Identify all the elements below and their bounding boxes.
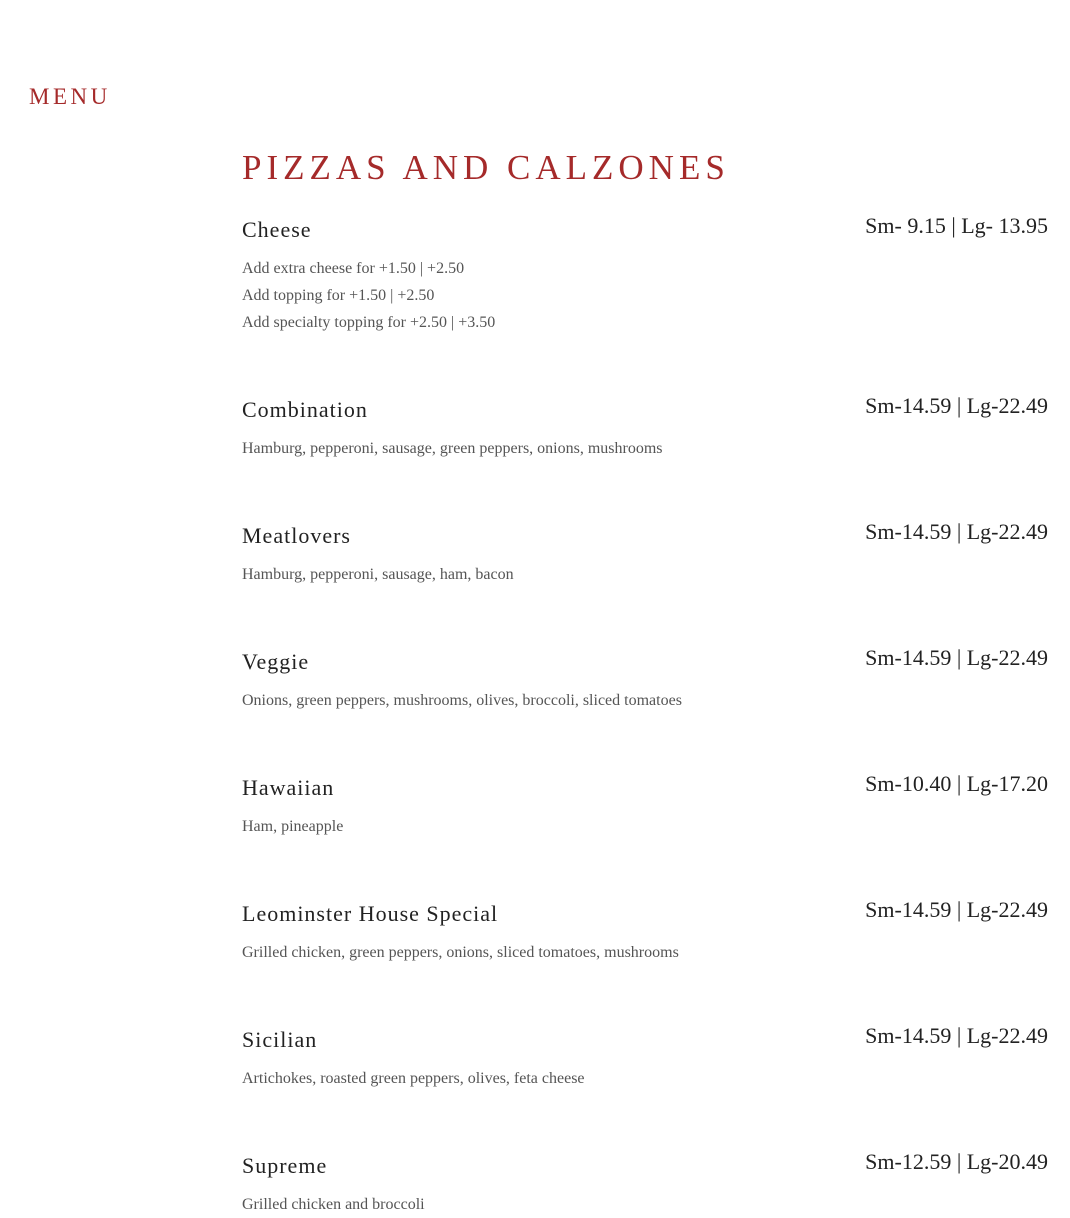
menu-item-description bbox=[242, 939, 1048, 966]
menu-item-description bbox=[242, 1191, 1048, 1218]
description-line: Add specialty topping for +2.50 | +3.50 bbox=[242, 314, 496, 331]
menu-nav-label[interactable]: MENU bbox=[29, 84, 111, 109]
menu-item-leominster-house-special bbox=[242, 899, 1048, 966]
menu-item-header bbox=[242, 1151, 1048, 1181]
menu-item-description bbox=[242, 561, 1048, 588]
section-title: PIZZAS AND CALZONES bbox=[242, 148, 730, 187]
menu-item-header bbox=[242, 521, 1048, 551]
menu-item-header bbox=[242, 395, 1048, 425]
menu-item-header bbox=[242, 215, 1048, 245]
menu-item-sicilian bbox=[242, 1025, 1048, 1092]
menu-item-price: Sm- 9.15 | Lg- 13.95 bbox=[865, 213, 1048, 238]
menu-item-description bbox=[242, 435, 1048, 462]
menu-item-name: Combination bbox=[242, 397, 368, 422]
menu-item-cheese bbox=[242, 215, 1048, 336]
menu-item-header bbox=[242, 1025, 1048, 1055]
menu-item-veggie bbox=[242, 647, 1048, 714]
menu-item-name: Meatlovers bbox=[242, 523, 351, 548]
menu-item-name: Sicilian bbox=[242, 1027, 318, 1052]
menu-item-meatlovers bbox=[242, 521, 1048, 588]
description-line: Grilled chicken and broccoli bbox=[242, 1196, 425, 1213]
menu-item-price: Sm-14.59 | Lg-22.49 bbox=[865, 897, 1048, 922]
menu-item-supreme bbox=[242, 1151, 1048, 1218]
menu-item-name: Hawaiian bbox=[242, 775, 335, 800]
menu-item-name: Leominster House Special bbox=[242, 901, 499, 926]
pizzas-section bbox=[242, 143, 1048, 1218]
menu-item-hawaiian bbox=[242, 773, 1048, 840]
menu-item-description bbox=[242, 687, 1048, 714]
menu-item-name: Supreme bbox=[242, 1153, 328, 1178]
menu-item-price: Sm-14.59 | Lg-22.49 bbox=[865, 519, 1048, 544]
menu-item-price: Sm-14.59 | Lg-22.49 bbox=[865, 1023, 1048, 1048]
menu-item-price: Sm-10.40 | Lg-17.20 bbox=[865, 771, 1048, 796]
description-line: Add topping for +1.50 | +2.50 bbox=[242, 287, 435, 304]
description-line: Hamburg, pepperoni, sausage, ham, bacon bbox=[242, 566, 514, 583]
description-line: Hamburg, pepperoni, sausage, green peppers, onions, mushrooms bbox=[242, 440, 663, 457]
menu-item-description bbox=[242, 813, 1048, 840]
menu-item-description bbox=[242, 1065, 1048, 1092]
menu-item-header bbox=[242, 647, 1048, 677]
description-line: Add extra cheese for +1.50 | +2.50 bbox=[242, 260, 465, 277]
description-line: Grilled chicken, green peppers, onions, sliced tomatoes, mushrooms bbox=[242, 944, 679, 961]
menu-item-header bbox=[242, 899, 1048, 929]
menu-item-price: Sm-14.59 | Lg-22.49 bbox=[865, 393, 1048, 418]
menu-item-header bbox=[242, 773, 1048, 803]
menu-item-price: Sm-12.59 | Lg-20.49 bbox=[865, 1149, 1048, 1174]
menu-item-name: Veggie bbox=[242, 649, 310, 674]
description-line: Onions, green peppers, mushrooms, olives, broccoli, sliced tomatoes bbox=[242, 692, 682, 709]
description-line: Ham, pineapple bbox=[242, 818, 344, 835]
description-line: Artichokes, roasted green peppers, olives, feta cheese bbox=[242, 1070, 585, 1087]
menu-item-name: Cheese bbox=[242, 217, 312, 242]
menu-item-description bbox=[242, 255, 1048, 336]
menu-item-price: Sm-14.59 | Lg-22.49 bbox=[865, 645, 1048, 670]
menu-item-combination bbox=[242, 395, 1048, 462]
